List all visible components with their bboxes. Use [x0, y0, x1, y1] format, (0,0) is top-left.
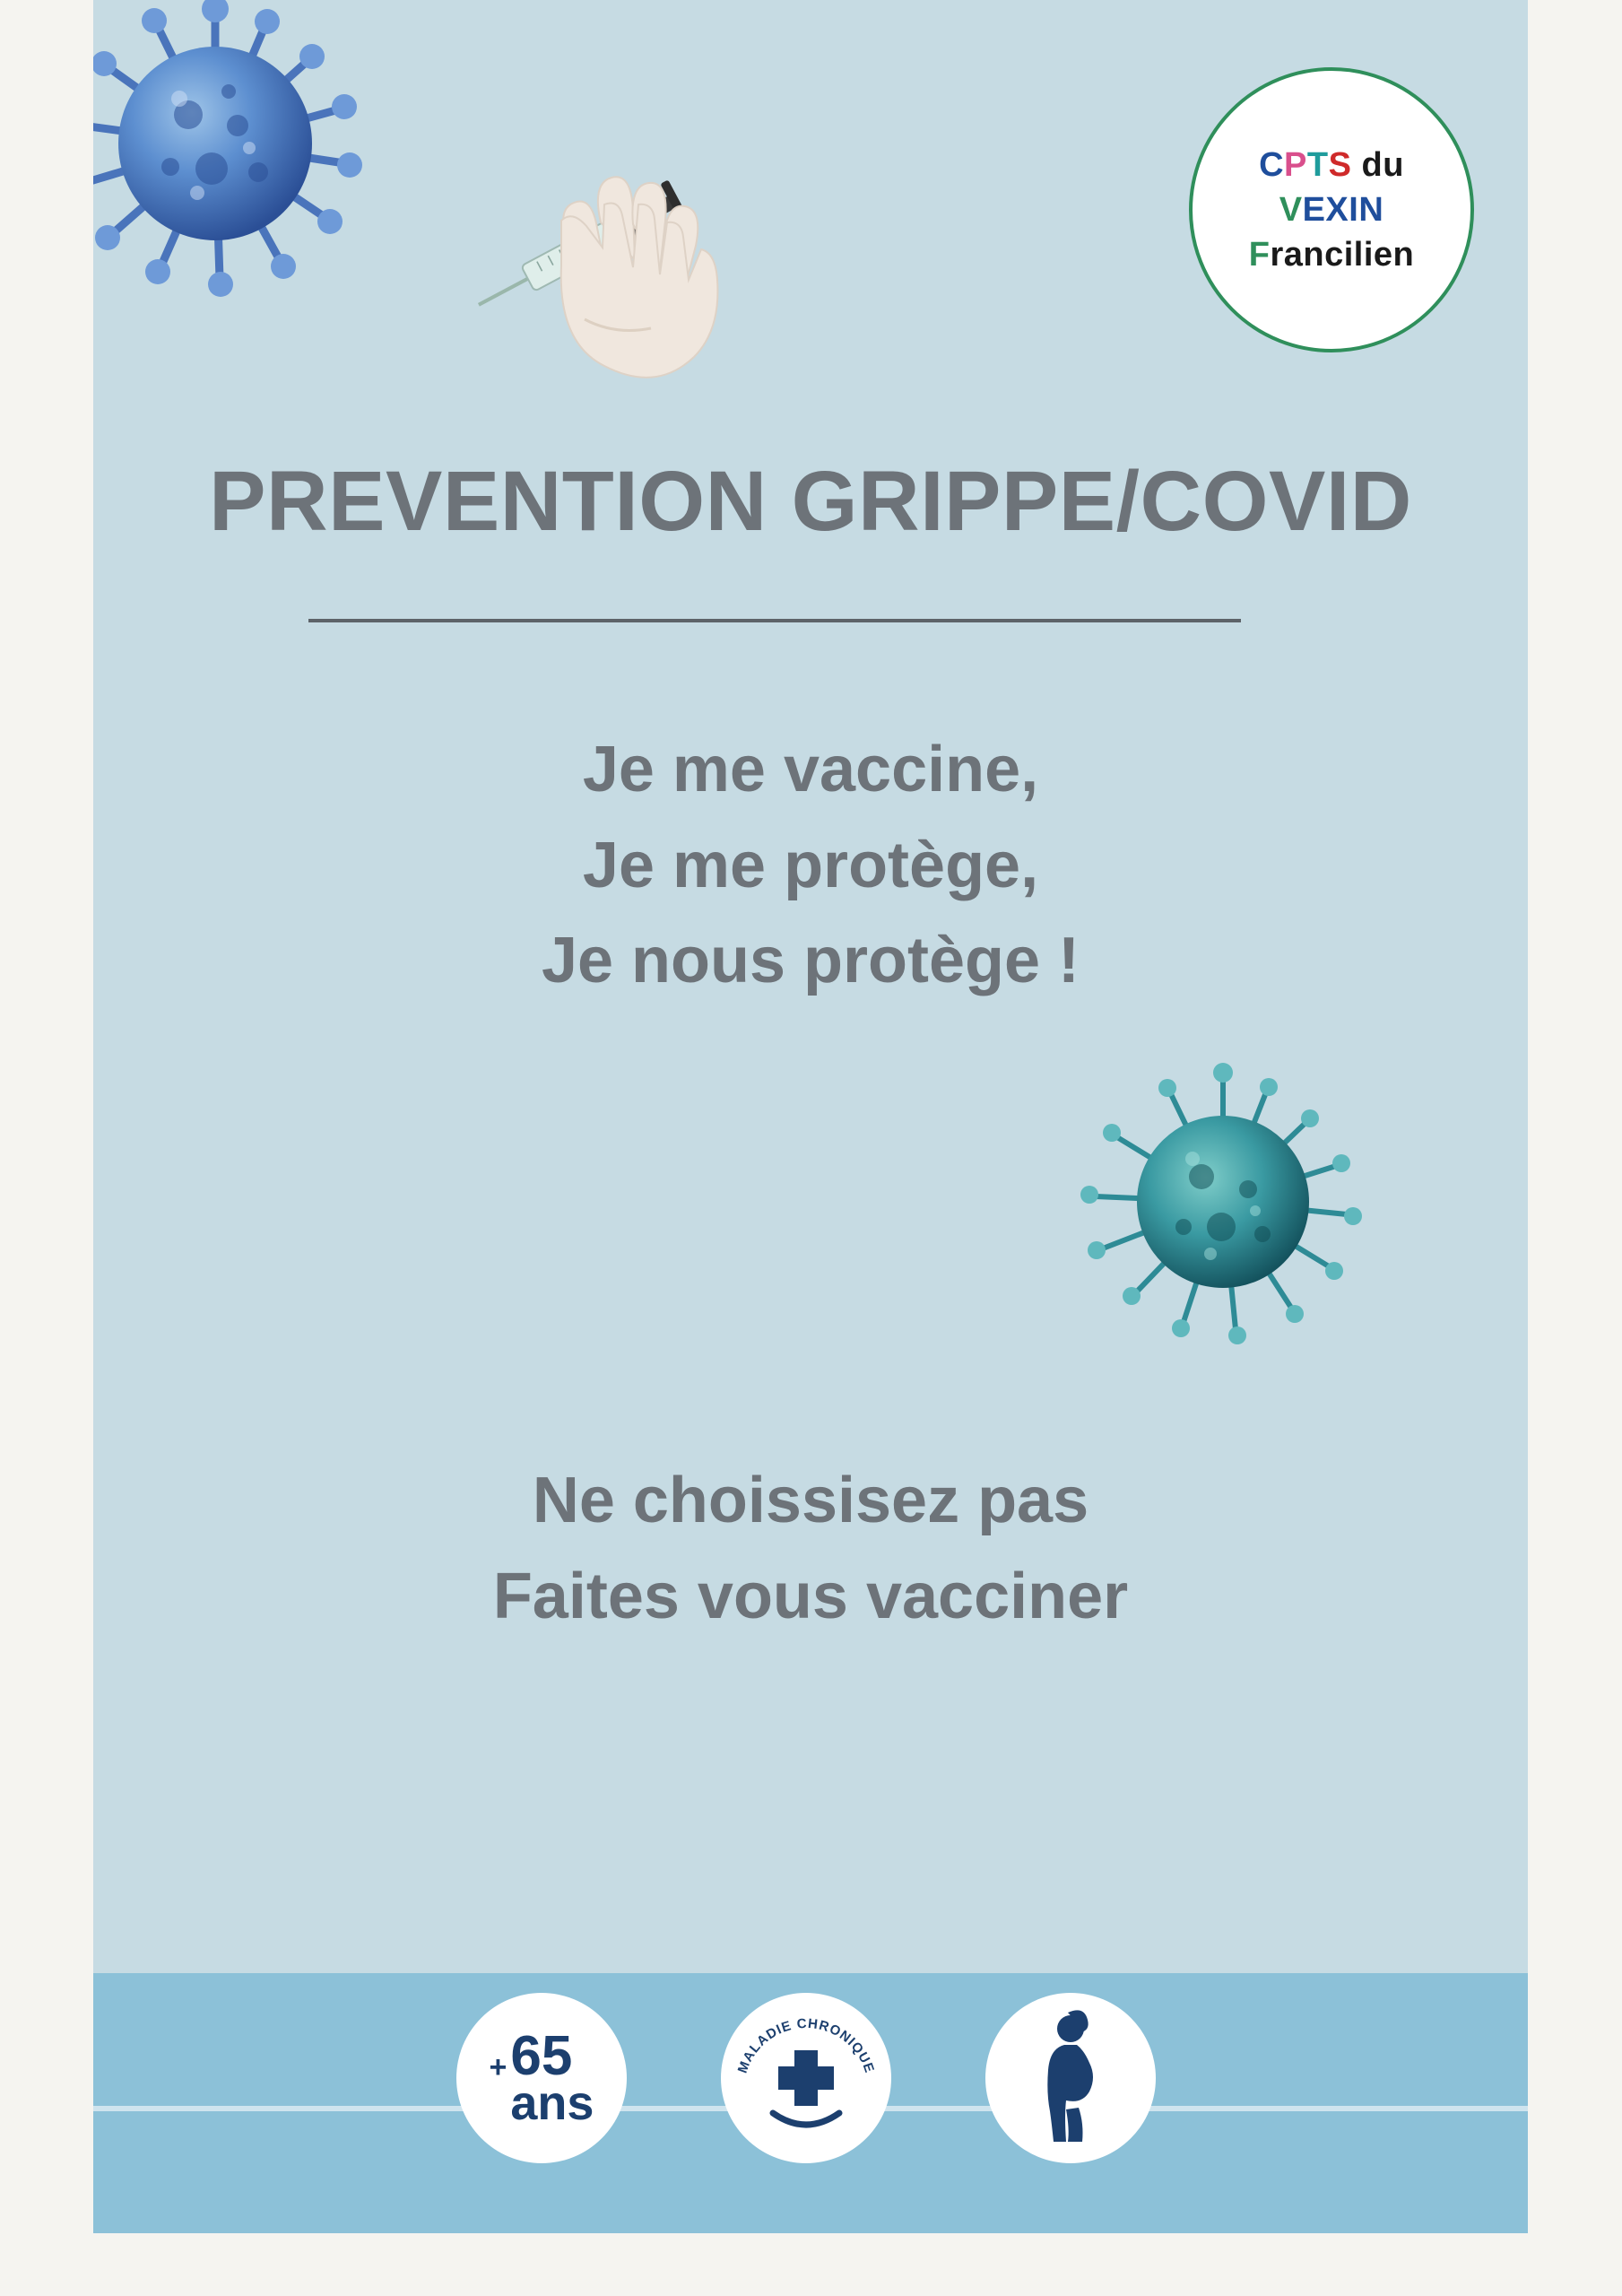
logo-line-3: Francilien: [1248, 236, 1415, 274]
chronic-disease-label: MALADIE CHRONIQUE: [734, 2015, 878, 2075]
logo-line-1: CPTS du: [1259, 145, 1404, 184]
logo-line-2: VEXIN: [1279, 190, 1384, 229]
age-unit: ans: [510, 2075, 594, 2130]
divider: [308, 619, 1241, 622]
coronavirus-icon-left: [93, 0, 395, 323]
cross-icon: [721, 1993, 891, 2163]
chronic-disease-badge: [721, 1993, 891, 2163]
age-number: 65: [510, 2024, 573, 2087]
plus-icon: +: [489, 2050, 507, 2085]
slogan-line-1: Je me vaccine,: [582, 734, 1039, 805]
poster: [93, 0, 1528, 2233]
pregnant-woman-icon: [985, 1993, 1156, 2163]
pregnancy-badge: [985, 1993, 1156, 2163]
page-title: PREVENTION GRIPPE/COVID: [209, 454, 1412, 549]
coronavirus-icon-right: [1044, 1022, 1402, 1381]
cpts-vexin-francilien-logo: [1189, 67, 1474, 352]
slogan-block: [93, 722, 1528, 1009]
target-groups-band: [93, 1973, 1528, 2233]
gloved-hand-with-syringe-icon: [434, 108, 793, 430]
slogan-line-2: Je me protège,: [582, 829, 1039, 901]
callout-block: [93, 1453, 1528, 1644]
callout-line-1: Ne choissisez pas: [532, 1465, 1089, 1536]
callout-line-2: Faites vous vacciner: [492, 1560, 1129, 1632]
age-65-badge: [456, 1993, 627, 2163]
slogan-line-3: Je nous protège !: [541, 925, 1080, 997]
